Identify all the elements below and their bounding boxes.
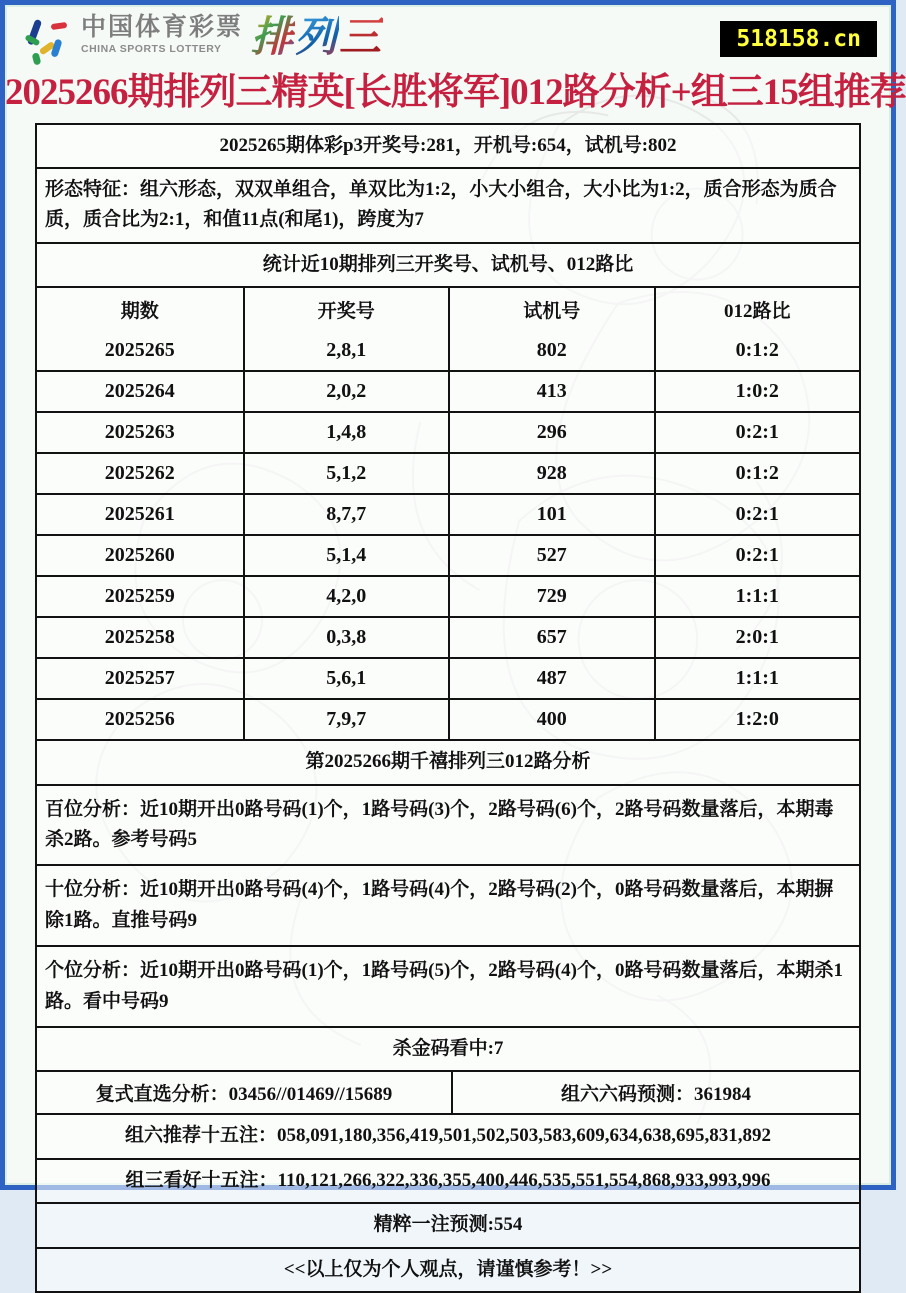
table-cell: 101 [448, 495, 654, 534]
table-row [37, 411, 859, 452]
page-title: 2025266期排列三精英[长胜将军]012路分析+组三15组推荐 [5, 72, 906, 113]
table-cell: 2025263 [104, 421, 175, 444]
table-cell: 0:1:2 [654, 454, 860, 493]
table-cell: 2025264 [104, 380, 175, 403]
table-row [37, 575, 859, 616]
table-row [37, 698, 859, 739]
group3-fifteen-picks: 组三看好十五注：110,121,266,322,336,355,400,446,535,551,554,868,933,993,996 [37, 1158, 859, 1202]
table-cell: 1:1:1 [654, 659, 860, 698]
table-cell: 2025256 [104, 708, 175, 731]
table-cell: 1,4,8 [243, 413, 449, 452]
table-cell: 0:1:2 [654, 331, 860, 370]
lottery-logo [23, 15, 383, 67]
col-header-draw-number: 开奖号 [243, 288, 449, 331]
group6-fifteen-picks: 组六推荐十五注：058,091,180,356,419,501,502,503,583,609,634,638,695,831,892 [37, 1113, 859, 1157]
table-cell: 8,7,7 [243, 495, 449, 534]
game-char-2: 列 [295, 13, 340, 60]
history-table [37, 286, 859, 739]
table-cell: 527 [448, 536, 654, 575]
pattern-summary: 形态特征：组六形态，双双单组合，单双比为1:2，小大小组合，大小比为1:2，质合形态为质合质，质合比为2:1，和值11点(和尾1)，跨度为7 [37, 167, 859, 242]
table-cell: 1:2:0 [654, 700, 860, 739]
table-cell: 1:1:1 [654, 577, 860, 616]
hundreds-analysis: 百位分析：近10期开出0路号码(1)个，1路号码(3)个，2路号码(6)个，2路号码数量落后，本期毒杀2路。参考号码5 [37, 784, 859, 865]
refined-single-prediction: 精粹一注预测:554 [37, 1202, 859, 1246]
table-cell: 7,9,7 [243, 700, 449, 739]
table-cell: 4,2,0 [243, 577, 449, 616]
table-cell: 2,8,1 [243, 331, 449, 370]
brand-name-cn: 中国体育彩票 [81, 13, 244, 41]
header [5, 13, 891, 71]
table-cell: 729 [448, 577, 654, 616]
history-table-body [37, 331, 859, 739]
table-cell: 2025257 [104, 667, 175, 690]
table-row [37, 452, 859, 493]
table-cell: 1:0:2 [654, 372, 860, 411]
col-header-012-ratio: 012路比 [654, 288, 860, 331]
table-cell: 5,1,2 [243, 454, 449, 493]
history-table-title: 统计近10期排列三开奖号、试机号、012路比 [37, 242, 859, 286]
analysis-panel [35, 123, 861, 1293]
kill-gold-code: 杀金码看中:7 [37, 1026, 859, 1070]
table-cell: 2025262 [104, 462, 175, 485]
table-cell: 928 [448, 454, 654, 493]
table-cell: 0:2:1 [654, 413, 860, 452]
table-cell: 5,6,1 [243, 659, 449, 698]
tens-analysis: 十位分析：近10期开出0路号码(4)个，1路号码(4)个，2路号码(2)个，0路号码数量落后，本期摒除1路。直推号码9 [37, 864, 859, 945]
analysis-section-title: 第2025266期千禧排列三012路分析 [37, 739, 859, 783]
group6-six-code-prediction: 组六六码预测：361984 [560, 1084, 751, 1106]
table-cell: 296 [448, 413, 654, 452]
table-cell: 657 [448, 618, 654, 657]
disclaimer: <<以上仅为个人观点，请谨慎参考！>> [37, 1247, 859, 1291]
table-cell: 413 [448, 372, 654, 411]
table-cell: 2025260 [104, 544, 175, 567]
table-cell: 2:0:1 [654, 618, 860, 657]
table-row [37, 616, 859, 657]
game-char-3: 三 [339, 13, 384, 60]
table-row [37, 331, 859, 370]
table-cell: 802 [448, 331, 654, 370]
table-cell: 5,1,4 [243, 536, 449, 575]
duplex-direct-analysis: 复式直选分析：03456//01469//15689 [37, 1072, 453, 1113]
game-logo-pailie3 [251, 15, 383, 59]
brand-name-en: CHINA SPORTS LOTTERY [81, 43, 222, 55]
last-draw-summary: 2025265期体彩p3开奖号:281，开机号:654，试机号:802 [219, 134, 677, 156]
table-cell: 2025265 [104, 339, 175, 362]
sports-lottery-person-icon [23, 15, 75, 67]
table-cell: 0,3,8 [243, 618, 449, 657]
prediction-split-row [37, 1070, 859, 1113]
table-cell: 0:2:1 [654, 495, 860, 534]
table-cell: 2,0,2 [243, 372, 449, 411]
history-table-header-row [37, 288, 859, 331]
game-char-1: 排 [251, 13, 296, 60]
table-cell: 487 [448, 659, 654, 698]
table-cell: 400 [448, 700, 654, 739]
brand-text [81, 15, 243, 55]
table-cell: 2025258 [104, 626, 175, 649]
table-row [37, 657, 859, 698]
table-cell: 2025259 [104, 585, 175, 608]
units-analysis: 个位分析：近10期开出0路号码(1)个，1路号码(5)个，2路号码(4)个，0路号码数量落后，本期杀1路。看中号码9 [37, 945, 859, 1026]
table-cell: 0:2:1 [654, 536, 860, 575]
table-cell: 2025261 [104, 503, 175, 526]
table-row [37, 370, 859, 411]
col-header-period: 期数 [120, 301, 159, 323]
table-row [37, 534, 859, 575]
col-header-test-number: 试机号 [448, 288, 654, 331]
site-domain-badge[interactable]: 518158.cn [720, 21, 877, 57]
table-row [37, 493, 859, 534]
